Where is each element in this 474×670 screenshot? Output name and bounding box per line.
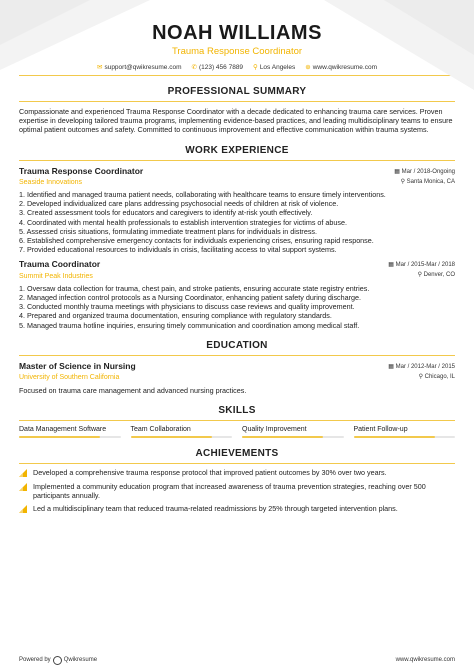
skill-item [242,426,344,438]
job-bullets [19,284,455,330]
qwikresume-logo-icon [53,656,62,665]
job-dates: Mar / 2018-Ongoing [401,168,455,175]
summary-title: PROFESSIONAL SUMMARY [167,86,307,97]
skill-name: Patient Follow-up [353,426,408,434]
email-icon: ✉ [97,64,103,71]
experience-section [0,167,474,330]
job-bullet: 2. Managed infection control protocols as a Nursing Coordinator, enhancing patient safety during discharge. [19,293,362,303]
powered-by-text: Powered by [19,657,51,663]
skill-bar [131,436,233,438]
job-entry [19,167,455,255]
experience-title: WORK EXPERIENCE [185,144,289,156]
skills-title: SKILLS [218,405,256,417]
candidate-role: Trauma Response Coordinator [171,46,303,57]
summary-divider [19,101,455,102]
achievements-divider [19,463,455,464]
calendar-icon: ▦ [394,168,402,175]
contact-info [0,63,474,71]
resume-header [0,0,474,71]
job-company: Summit Peak Industries [19,272,93,280]
achievement-text: Led a multidisciplinary team that reduced trauma-related readmissions by 25% through targeted intervention plans. [33,504,398,514]
calendar-icon: ▦ [388,262,396,269]
job-meta [394,167,455,187]
job-bullet: 4. Coordinated with mental health professionals to establish intervention strategies for victims of abuse. [19,217,348,227]
education-focus: Focused on trauma care management and advanced nursing practices. [19,386,247,396]
job-bullet: 7. Provided educational resources to individuals in crisis, facilitating access to vital support systems. [19,245,337,255]
education-dates: Mar / 2012-Mar / 2015 [395,363,455,370]
education-section [0,362,474,396]
education-title: EDUCATION [206,339,268,351]
skill-bar-fill [131,436,212,438]
job-bullet: 2. Developed individualized care plans addressing psychosocial needs of children at risk of violence. [19,199,339,209]
job-bullet: 3. Conducted monthly trauma meetings with physicians to discuss case reviews and quality improvement. [19,302,355,312]
job-location: Denver, CO [423,272,455,279]
footer-brand[interactable] [19,656,97,665]
footer-website[interactable]: www.qwikresume.com [395,657,455,663]
skill-bar-fill [354,436,435,438]
achievements-title: ACHIEVEMENTS [195,448,279,460]
job-dates: Mar / 2015-Mar / 2018 [395,262,455,269]
school: University of Southern California [19,374,120,382]
education-meta [388,362,455,382]
achievements-list [0,468,474,513]
star-ribbon-icon [19,483,27,491]
calendar-icon: ▦ [388,363,396,370]
location-text: Los Angeles [259,64,296,71]
phone-icon: ✆ [191,64,197,71]
job-bullet: 1. Oversaw data collection for trauma, chest pain, and stroke patients, ensuring accurate state registry entries. [19,283,370,293]
star-ribbon-icon [19,505,27,513]
achievement-item [19,468,455,477]
degree: Master of Science in Nursing [19,360,136,371]
job-bullet: 5. Managed trauma hotline inquiries, ensuring timely communication and coordination among medical staff. [19,320,360,330]
skill-bar [19,436,121,438]
skills-divider [19,420,455,421]
pin-icon: ⚲ [417,272,424,279]
education-divider [19,355,455,356]
skill-name: Quality Improvement [242,426,307,434]
skill-item [131,426,233,438]
phone-text: (123) 456 7889 [198,64,244,71]
skill-bar-fill [19,436,100,438]
skill-bar [242,436,344,438]
skill-bar-fill [242,436,323,438]
job-bullet: 5. Assessed crisis situations, formulating immediate treatment plans for individuals in distress. [19,226,318,236]
website-icon: ⊕ [305,64,311,71]
education-entry [19,362,455,396]
pin-icon: ⚲ [418,373,425,380]
star-ribbon-icon [19,469,27,477]
job-bullet: 4. Prepared and organized trauma documentation, ensuring compliance with regulatory standards. [19,311,332,321]
job-title: Trauma Response Coordinator [19,165,144,176]
website-text[interactable]: www.qwikresume.com [312,64,377,71]
skill-name: Team Collaboration [130,426,191,434]
job-company: Seaside Innovations [19,178,83,186]
email-text[interactable]: support@qwikresume.com [104,64,182,71]
skill-name: Data Management Software [19,426,107,434]
skills-list [0,426,474,438]
job-meta [388,260,455,280]
brand-name: Qwikresume [63,657,98,663]
achievement-item [19,504,455,513]
location-icon: ⚲ [253,64,258,71]
job-bullet: 3. Created assessment tools for educators and caregivers to identify at-risk youth effectively. [19,208,313,218]
summary-text: Compassionate and experienced Trauma Response Coordinator with a decade dedicated to enhancing trauma care services. Proven expertise in developing tailored trauma programs, implementing evidence-based practices, and leading multidisciplinary teams to ensure optimal patient outcomes and safety. Committed to continuous improvement and effective communication within trauma systems. [19,107,453,135]
footer [0,650,474,670]
pin-icon: ⚲ [400,178,407,185]
job-entry [19,260,455,329]
job-location: Santa Monica, CA [406,178,455,185]
candidate-name: NOAH WILLIAMS [152,22,322,44]
skill-item [19,426,121,438]
education-location: Chicago, IL [424,373,455,380]
job-title: Trauma Coordinator [19,259,101,270]
job-bullet: 6. Established comprehensive emergency contacts for individuals experiencing crises, ensuring rapid response. [19,236,374,246]
job-bullet: 1. Identified and managed trauma patient needs, collaborating with healthcare teams to ensure timely interventions. [19,190,386,200]
achievement-text: Implemented a community education program that increased awareness of trauma prevention strategies, reaching over 500 participants annually. [33,481,426,500]
skill-bar [354,436,456,438]
achievement-item [19,482,455,500]
skill-item [354,426,456,438]
experience-divider [19,160,455,161]
job-bullets [19,190,455,254]
achievement-text: Developed a comprehensive trauma response protocol that improved patient outcomes by 30% over two years. [33,468,387,478]
